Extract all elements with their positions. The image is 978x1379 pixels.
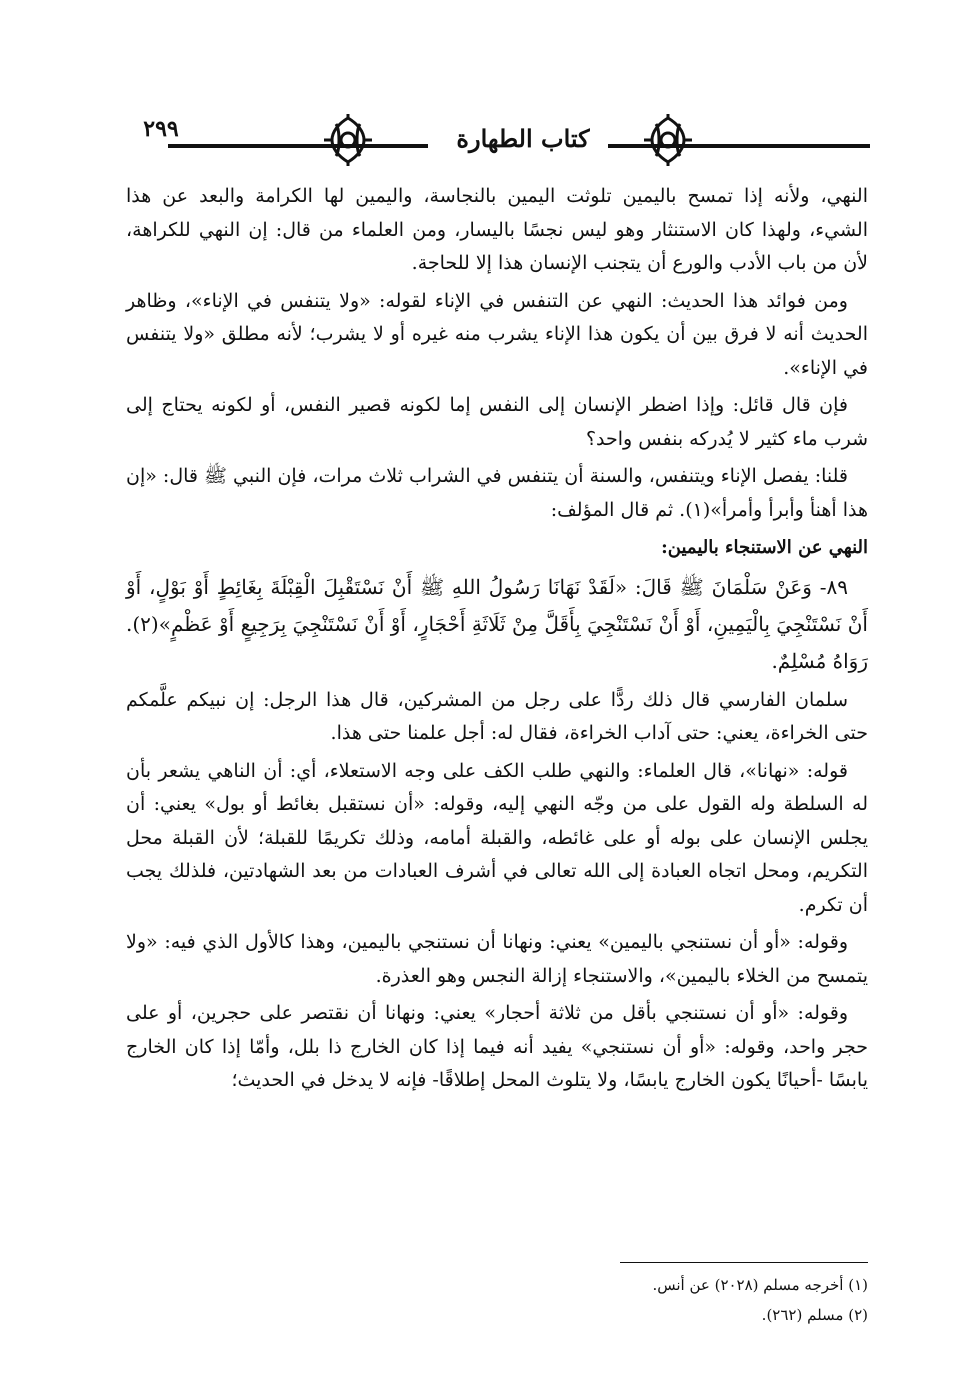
footnote: (١) أخرجه مسلم (٢٠٢٨) عن أنس. (652, 1276, 868, 1294)
footnote-divider (620, 1262, 868, 1263)
section-heading: النهي عن الاستنجاء باليمين: (661, 537, 868, 558)
page-number: ٢٩٩ (143, 116, 179, 142)
paragraph: قلنا: يفصل الإناء ويتنفس، والسنة أن يتنفس في الشراب ثلاث مرات، فإن النبي ﷺ قال: «إن هذا أهنأ وأبرأ وأمرأ»(١). ثم قال المؤلف: (126, 465, 868, 521)
paragraph: ومن فوائد هذا الحديث: النهي عن التنفس في الإناء لقوله: «ولا يتنفس في الإناء»، وظاهر الحديث أنه لا فرق بين أن يكون هذا الإناء يشرب منه غيره أو لا يشرب؛ لأنه مطلق «ولا يتنفس في الإناء». (126, 289, 868, 379)
floral-ornament-icon (638, 110, 698, 170)
page-header (118, 110, 870, 180)
paragraph: قوله: «نهانا»، قال العلماء: والنهي طلب الكف على وجه الاستعلاء، أي: أن الناهي يشعر بأن له السلطة وله القول على من وجّه النهي إليه، وقوله: «أن نستقبل بغائط أو بول» يعني: أن يجلس الإنسان على بوله أو على غائطه، والقبلة أمامه، وذلك تكريمًا للقبلة؛ لأن القبلة محل التكريم، ومحل اتجاه العبادة إلى الله تعالى في أشرف العبادات من بعد الشهادتين، فلذلك يجب أن تكرم. (126, 759, 868, 916)
footnote: (٢) مسلم (٢٦٢). (761, 1306, 868, 1324)
hadith-text: ٨٩- وَعَنْ سَلْمَانَ ﷺ قَالَ: «لَقَدْ نَهَانَا رَسُولُ اللهِ ﷺ أَنْ نَسْتَقْبِلَ الْقِبْلَةَ بِغَائِطٍ أَوْ بَوْلٍ، أَوْ أَنْ نَسْتَنْجِيَ بِالْيَمِينِ، أَوْ أَنْ نَسْتَنْجِيَ بِأَقَلَّ مِنْ ثَلَاثَةِ أَحْجَارٍ، أَوْ أَنْ نَسْتَنْجِيَ بِرَجِيعٍ أَوْ عَظْمٍ»(٢). رَوَاهُ مُسْلِمٌ. (126, 574, 868, 673)
floral-ornament-icon (318, 110, 378, 170)
paragraph: فإن قال قائل: وإذا اضطر الإنسان إلى النفس إما لكونه قصير النفس، أو لكونه يحتاج إلى شرب ماء كثير لا يُدركه بنفس واحد؟ (126, 394, 868, 450)
header-rule-left (168, 144, 428, 148)
paragraph: سلمان الفارسي قال ذلك ردًّا على رجل من المشركين، قال هذا الرجل: إن نبيكم علَّمكم حتى الخراءة، يعني: حتى آداب الخراءة، فقال له: أجل علمنا حتى هذا. (126, 688, 868, 744)
paragraph: وقوله: «أو أن نستنجي بأقل من ثلاثة أحجار» يعني: ونهانا أن نقتصر على حجرين، أو على حجر واحد، وقوله: «أو أن نستنجي» يفيد أنه فيما إذا كان الخارج ذا بلل، وأمّا إذا كان الخارج يابسًا -أحيانًا يكون الخارج يابسًا، ولا يتلوث المحل إطلاقًا- فإنه لا يدخل في الحديث؛ (126, 1002, 868, 1091)
paragraph: النهي، ولأنه إذا تمسح باليمين تلوثت اليمين بالنجاسة، واليمين لها الكرامة والبعد عن هذا الشيء، ولهذا كان الاستنثار وهو ليس نجسًا باليسار، ومن العلماء من قال: إن النهي للكراهة، لأن من باب الأدب والورع أن يتجنب الإنسان هذا إلا للحاجة. (126, 185, 868, 274)
paragraph: وقوله: «أو أن نستنجي باليمين» يعني: ونهانا أن نستنجي باليمين، وهذا كالأول الذي فيه: «ولا يتمسح من الخلاء باليمين»، والاستنجاء إزالة النجس وهو العذرة. (126, 931, 868, 987)
chapter-title: كتاب الطهارة (456, 124, 590, 153)
main-text (126, 180, 868, 1102)
footnotes (126, 1270, 868, 1330)
